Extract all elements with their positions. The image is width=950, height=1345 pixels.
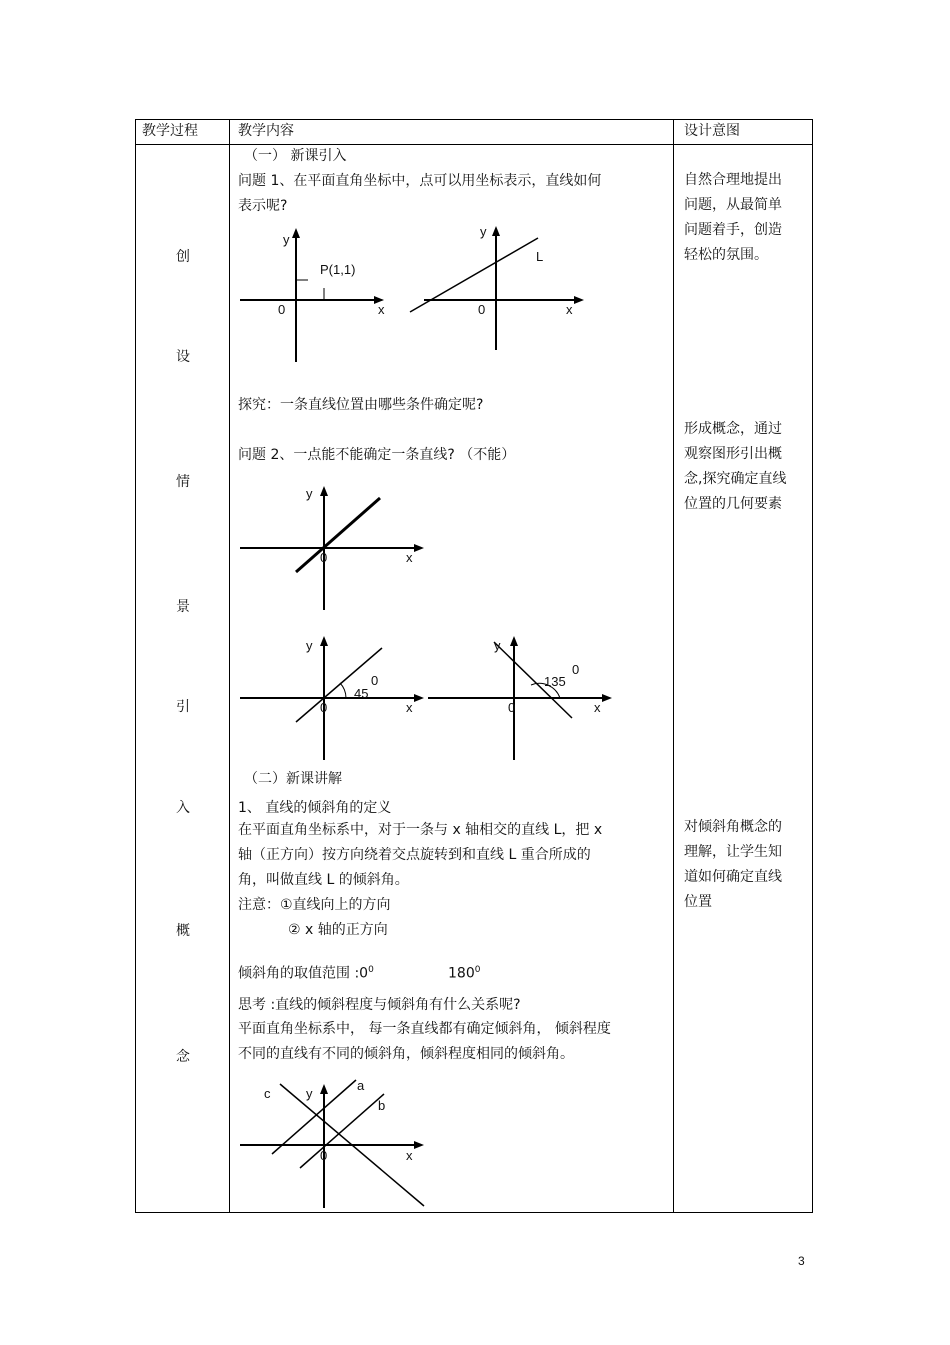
origin-label: 0: [508, 700, 516, 715]
line-l-label: L: [536, 249, 544, 264]
stage-char: 概: [176, 923, 190, 939]
origin-label: 0: [320, 700, 328, 715]
column-divider-1: [229, 119, 230, 1213]
design-note-3: 对倾斜角概念的 理解，让学生知 道如何确定直线 位置: [684, 819, 782, 910]
note-line1: 注意：①直线向上的方向: [238, 897, 391, 913]
angle-45-label: 45: [354, 686, 369, 701]
stage-char: 念: [176, 1049, 190, 1065]
y-axis-label: y: [480, 224, 487, 239]
degree-mark: 0: [371, 673, 379, 688]
think-question: 思考 :直线的倾斜程度与倾斜角有什么关系呢?: [238, 997, 521, 1013]
stage-char: 设: [176, 349, 190, 365]
y-axis-label: y: [306, 486, 313, 501]
header-content: 教学内容: [238, 123, 294, 139]
origin-label: 0: [320, 550, 328, 565]
x-axis-label: x: [406, 700, 413, 715]
stage-char: 入: [176, 800, 190, 816]
range-end: $180^0$: [448, 965, 481, 982]
line-c-label: c: [264, 1086, 271, 1101]
x-axis-label: x: [406, 1148, 413, 1163]
x-axis-label: x: [378, 302, 385, 317]
page-number: 3: [798, 1254, 805, 1268]
stage-char: 引: [176, 699, 190, 715]
figure-angle-135: [424, 630, 624, 762]
degree-mark: 0: [572, 662, 580, 677]
line-b-label: b: [378, 1098, 386, 1113]
question1-line2: 表示呢?: [238, 198, 288, 214]
x-axis-label: x: [566, 302, 573, 317]
definition-title: 1、 直线的倾斜角的定义: [238, 800, 392, 816]
stage-char: 创: [176, 249, 190, 265]
y-axis-label: y: [306, 638, 313, 653]
y-axis-label: y: [306, 1086, 313, 1101]
line-a-label: a: [357, 1078, 365, 1093]
header-intent: 设计意图: [684, 123, 740, 139]
figure-lines-through-point: [236, 476, 436, 612]
section2-title: （二）新课讲解: [244, 771, 342, 787]
degree-sup: 0: [368, 965, 374, 975]
x-axis-label: x: [406, 550, 413, 565]
figure-angle-45: [236, 630, 436, 762]
stage-char: 情: [176, 474, 190, 490]
y-axis-label: y: [283, 232, 290, 247]
column-divider-2: [673, 119, 674, 1213]
y-axis-label: y: [494, 638, 501, 653]
header-divider: [135, 144, 813, 145]
section1-title: （一） 新课引入: [244, 148, 347, 164]
origin-label: 0: [320, 1148, 328, 1163]
relation-line1: 平面直角坐标系中， 每一条直线都有确定倾斜角， 倾斜程度: [238, 1021, 611, 1037]
origin-label: 0: [278, 302, 286, 317]
definition-line3: 角，叫做直线 L 的倾斜角。: [238, 872, 409, 888]
figure-line-l: [404, 222, 594, 357]
note-line2: ② x 轴的正方向: [288, 922, 388, 938]
figure-lines-abc: [236, 1072, 436, 1212]
stage-char: 景: [176, 599, 190, 615]
range-label: 倾斜角的取值范围 $:0^0$: [238, 965, 374, 982]
design-note-1: 自然合理地提出 问题，从最简单 问题着手，创造 轻松的氛围。: [684, 172, 782, 263]
figure-point-p: [236, 222, 396, 367]
angle-135-label: 135: [544, 674, 566, 689]
x-axis-label: x: [594, 700, 601, 715]
relation-line2: 不同的直线有不同的倾斜角，倾斜程度相同的倾斜角。: [238, 1046, 574, 1062]
degree-sup: 0: [474, 965, 481, 975]
question1-line1: 问题 1、在平面直角坐标中，点可以用坐标表示，直线如何: [238, 173, 602, 189]
definition-line2: 轴（正方向）按方向绕着交点旋转到和直线 L 重合所成的: [238, 847, 591, 863]
point-p-label: P(1,1): [320, 262, 356, 277]
definition-line1: 在平面直角坐标系中，对于一条与 x 轴相交的直线 L，把 x: [238, 822, 603, 838]
design-note-2: 形成概念，通过 观察图形引出概 念,探究确定直线 位置的几何要素: [684, 421, 787, 512]
header-process: 教学过程: [142, 123, 198, 139]
origin-label: 0: [478, 302, 486, 317]
question2: 问题 2、一点能不能确定一条直线? （不能）: [238, 447, 516, 463]
explore-question: 探究：一条直线位置由哪些条件确定呢?: [238, 397, 484, 413]
